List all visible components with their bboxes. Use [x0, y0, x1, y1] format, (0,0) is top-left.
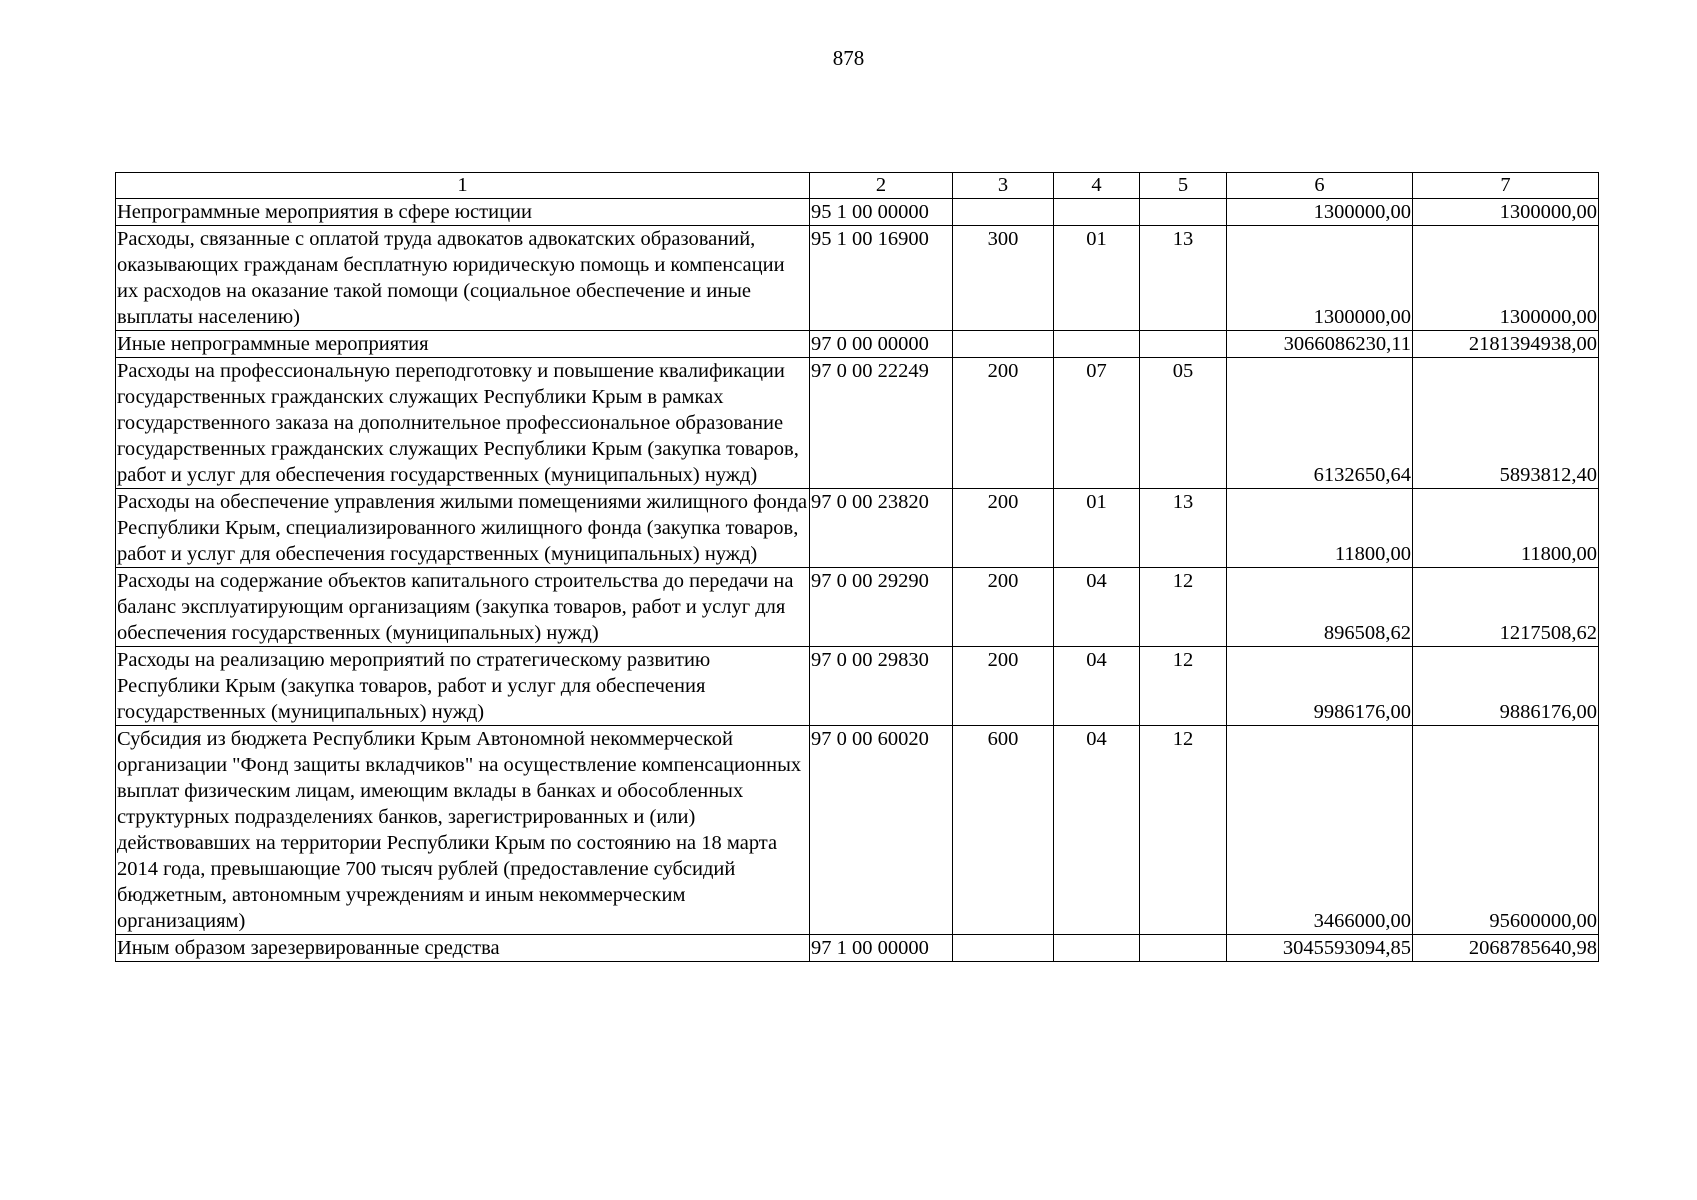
- row-name: Иным образом зарезервированные средства: [116, 935, 810, 962]
- row-name: Расходы на профессиональную переподготовку и повышение квалификации государственных гражданских служащих Республики Крым в рамках государственного заказа на дополнительное профессиональное образование государственных гражданских служащих Республики Крым (закупка товаров, работ и услуг для обеспечения государственных (муниципальных) нужд): [116, 358, 810, 489]
- header-col-3: 3: [953, 173, 1054, 199]
- row-col-4: [1054, 331, 1140, 358]
- row-col-4: [1054, 935, 1140, 962]
- row-value-7: 2181394938,00: [1413, 331, 1599, 358]
- row-col-3: 300: [953, 226, 1054, 331]
- row-col-5: [1140, 331, 1227, 358]
- row-col-4: 01: [1054, 489, 1140, 568]
- row-col-3: 200: [953, 489, 1054, 568]
- row-col-5: 05: [1140, 358, 1227, 489]
- row-code: 97 1 00 00000: [810, 935, 953, 962]
- header-col-1: 1: [116, 173, 810, 199]
- header-col-6: 6: [1227, 173, 1413, 199]
- row-code: 97 0 00 29290: [810, 568, 953, 647]
- row-value-7: 1300000,00: [1413, 199, 1599, 226]
- row-col-5: 12: [1140, 647, 1227, 726]
- table-row: [116, 726, 1599, 935]
- row-col-5: 12: [1140, 568, 1227, 647]
- row-col-3: [953, 199, 1054, 226]
- row-col-5: 12: [1140, 726, 1227, 935]
- row-name: Субсидия из бюджета Республики Крым Автономной некоммерческой организации "Фонд защиты вкладчиков" на осуществление компенсационных выплат физическим лицам, имеющим вклады в банках и обособленных структурных подразделениях банков, зарегистрированных и (или) действовавших на территории Республики Крым по состоянию на 18 марта 2014 года, превышающие 700 тысяч рублей (предоставление субсидий бюджетным, автономным учреждениям и иным некоммерческим организациям): [116, 726, 810, 935]
- table-row: [116, 226, 1599, 331]
- row-name: Расходы на реализацию мероприятий по стратегическому развитию Республики Крым (закупка товаров, работ и услуг для обеспечения государственных (муниципальных) нужд): [116, 647, 810, 726]
- row-value-7: 5893812,40: [1413, 358, 1599, 489]
- row-col-4: 07: [1054, 358, 1140, 489]
- row-col-3: 200: [953, 358, 1054, 489]
- table-row: [116, 331, 1599, 358]
- row-code: 97 0 00 23820: [810, 489, 953, 568]
- row-value-6: 3066086230,11: [1227, 331, 1413, 358]
- row-code: 97 0 00 29830: [810, 647, 953, 726]
- row-code: 97 0 00 60020: [810, 726, 953, 935]
- row-col-5: [1140, 935, 1227, 962]
- row-name: Непрограммные мероприятия в сфере юстиции: [116, 199, 810, 226]
- row-code: 97 0 00 00000: [810, 331, 953, 358]
- row-name: Расходы на содержание объектов капитального строительства до передачи на баланс эксплуатирующим организациям (закупка товаров, работ и услуг для обеспечения государственных (муниципальных) нужд): [116, 568, 810, 647]
- row-name: Расходы, связанные с оплатой труда адвокатов адвокатских образований, оказывающих гражданам бесплатную юридическую помощь и компенсации их расходов на оказание такой помощи (социальное обеспечение и иные выплаты населению): [116, 226, 810, 331]
- header-col-5: 5: [1140, 173, 1227, 199]
- budget-table: [115, 172, 1599, 962]
- row-value-6: 1300000,00: [1227, 199, 1413, 226]
- row-value-6: 3466000,00: [1227, 726, 1413, 935]
- table-row: [116, 647, 1599, 726]
- row-col-3: 600: [953, 726, 1054, 935]
- row-name: Расходы на обеспечение управления жилыми помещениями жилищного фонда Республики Крым, специализированного жилищного фонда (закупка товаров, работ и услуг для обеспечения государственных (муниципальных) нужд): [116, 489, 810, 568]
- row-value-7: 11800,00: [1413, 489, 1599, 568]
- header-col-7: 7: [1413, 173, 1599, 199]
- row-col-5: 13: [1140, 226, 1227, 331]
- table-row: [116, 935, 1599, 962]
- header-row: [116, 173, 1599, 199]
- row-col-4: 04: [1054, 568, 1140, 647]
- row-value-7: 2068785640,98: [1413, 935, 1599, 962]
- row-value-6: 3045593094,85: [1227, 935, 1413, 962]
- row-col-5: [1140, 199, 1227, 226]
- row-col-3: [953, 331, 1054, 358]
- table-row: [116, 568, 1599, 647]
- row-value-6: 1300000,00: [1227, 226, 1413, 331]
- row-col-4: 04: [1054, 647, 1140, 726]
- row-value-7: 95600000,00: [1413, 726, 1599, 935]
- row-value-7: 1217508,62: [1413, 568, 1599, 647]
- row-value-6: 9986176,00: [1227, 647, 1413, 726]
- row-col-3: [953, 935, 1054, 962]
- row-col-3: 200: [953, 568, 1054, 647]
- row-code: 95 1 00 16900: [810, 226, 953, 331]
- row-col-5: 13: [1140, 489, 1227, 568]
- table-row: [116, 199, 1599, 226]
- row-value-6: 11800,00: [1227, 489, 1413, 568]
- row-value-7: 1300000,00: [1413, 226, 1599, 331]
- row-name: Иные непрограммные мероприятия: [116, 331, 810, 358]
- page-number: 878: [832, 46, 865, 70]
- header-col-4: 4: [1054, 173, 1140, 199]
- row-value-7: 9886176,00: [1413, 647, 1599, 726]
- row-col-4: 04: [1054, 726, 1140, 935]
- header-col-2: 2: [810, 173, 953, 199]
- row-code: 97 0 00 22249: [810, 358, 953, 489]
- table-row: [116, 358, 1599, 489]
- row-value-6: 6132650,64: [1227, 358, 1413, 489]
- row-code: 95 1 00 00000: [810, 199, 953, 226]
- row-col-4: [1054, 199, 1140, 226]
- row-value-6: 896508,62: [1227, 568, 1413, 647]
- row-col-4: 01: [1054, 226, 1140, 331]
- table-row: [116, 489, 1599, 568]
- row-col-3: 200: [953, 647, 1054, 726]
